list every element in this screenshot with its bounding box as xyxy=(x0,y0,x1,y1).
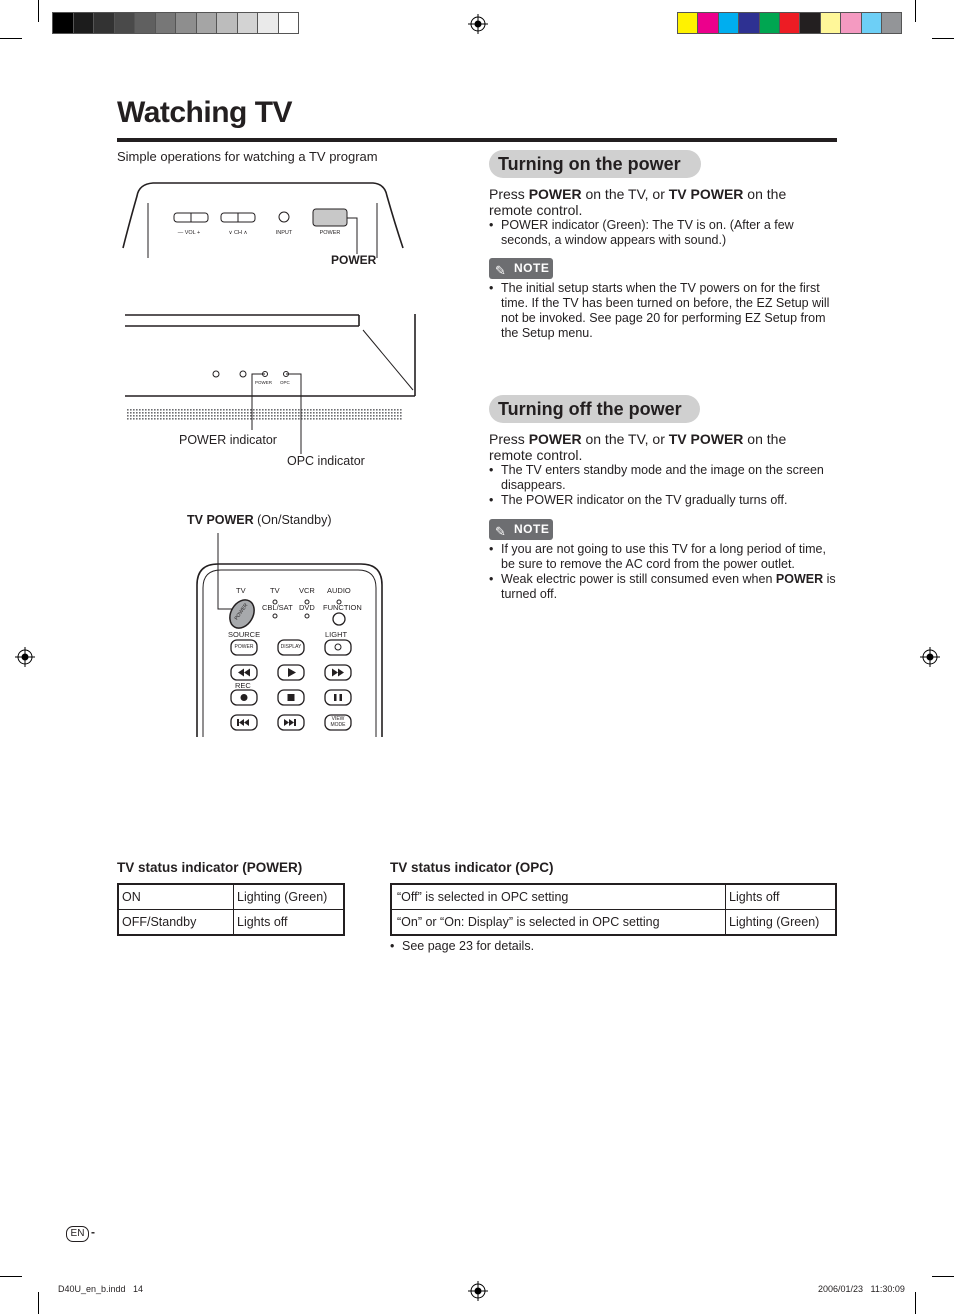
table-cell: Lighting (Green) xyxy=(726,910,837,936)
crop-mark xyxy=(0,1276,22,1277)
table-row xyxy=(391,910,836,936)
remote-control-text: remote control. xyxy=(489,202,583,218)
table-cell: “On” or “On: Display” is selected in OPC setting xyxy=(391,910,726,936)
power-status-table xyxy=(117,883,345,936)
registration-mark-icon xyxy=(468,1281,488,1301)
remote-label-vcr: VCR xyxy=(299,586,315,595)
table-cell: Lights off xyxy=(726,884,837,910)
crop-mark xyxy=(915,0,916,22)
color-swatch xyxy=(718,12,739,34)
print-date: 2006/01/23 11:30:09 xyxy=(818,1284,905,1294)
table-cell: Lights off xyxy=(234,910,345,936)
power-bold: POWER xyxy=(528,431,582,447)
list-item: • The POWER indicator on the TV gradually turns off. xyxy=(489,493,835,508)
opc-table-heading: TV status indicator (OPC) xyxy=(390,860,554,875)
remote-view-mode-button[interactable] xyxy=(325,717,351,728)
color-swatch xyxy=(278,12,300,34)
press-text: Press xyxy=(489,431,529,447)
remote-source-power-button[interactable]: POWER xyxy=(234,644,254,650)
remote-label-function: FUNCTION xyxy=(323,603,362,612)
color-swatch xyxy=(155,12,177,34)
remote-label-source: SOURCE xyxy=(228,630,261,639)
remote-label-dvd: DVD xyxy=(299,603,315,612)
color-swatch xyxy=(799,12,820,34)
turning-off-notes xyxy=(489,542,837,602)
view-mode-line1: VIEW xyxy=(331,716,345,722)
color-swatch xyxy=(738,12,759,34)
table-cell: ON xyxy=(118,884,234,910)
color-swatch xyxy=(820,12,841,34)
remote-label-tv: TV xyxy=(236,586,246,595)
crop-mark xyxy=(932,38,954,39)
mid-text: on the TV, or xyxy=(581,431,669,447)
tv-power-callout-rest: (On/Standby) xyxy=(253,513,332,527)
tv-power-bold: TV POWER xyxy=(668,431,744,447)
power-button-label: POWER xyxy=(319,230,341,236)
color-swatch xyxy=(840,12,861,34)
mid-text: on the TV, or xyxy=(581,186,669,202)
pencil-icon: ✎ xyxy=(495,263,506,278)
opc-led-label: OPC xyxy=(280,380,290,385)
remote-label-light: LIGHT xyxy=(325,630,348,639)
opc-status-table xyxy=(390,883,837,936)
color-swatch xyxy=(861,12,882,34)
list-item: • POWER indicator (Green): The TV is on. (After a few seconds, a window appears with sound.) xyxy=(489,218,835,248)
turning-on-bullets xyxy=(489,218,835,248)
power-indicator-callout: POWER indicator xyxy=(179,433,277,447)
list-item: • The TV enters standby mode and the image on the screen disappears. xyxy=(489,463,835,493)
color-swatch xyxy=(881,12,902,34)
tv-power-callout xyxy=(187,513,332,528)
turning-on-heading: Turning on the power xyxy=(489,150,701,178)
table-row xyxy=(118,884,344,910)
crop-mark xyxy=(932,1276,954,1277)
color-swatch xyxy=(779,12,800,34)
vol-label: — VOL + xyxy=(177,230,201,236)
color-swatch xyxy=(677,12,698,34)
color-swatch xyxy=(237,12,259,34)
color-swatch xyxy=(216,12,238,34)
table-cell: “Off” is selected in OPC setting xyxy=(391,884,726,910)
crop-mark xyxy=(0,38,22,39)
input-label: INPUT xyxy=(275,230,293,236)
remote-tv-power-button[interactable]: POWER xyxy=(233,602,250,622)
turning-off-instructions xyxy=(489,431,837,463)
color-swatch xyxy=(73,12,95,34)
gray-scale-bar xyxy=(52,12,278,34)
remote-control-text: remote control. xyxy=(489,447,583,463)
color-swatch xyxy=(697,12,718,34)
list-item: • If you are not going to use this TV for a long period of time, be sure to remove the AC cord from the power outlet. xyxy=(489,542,837,572)
list-item: • The initial setup starts when the TV powers on for the first time. If the TV has been turned on before, the EZ Setup will not be invoked. See page 20 for performing EZ Setup from the Setup menu. xyxy=(489,281,837,341)
remote-label-rec: REC xyxy=(235,681,251,690)
registration-mark-icon xyxy=(920,647,940,667)
page-number-dash: - xyxy=(91,1225,95,1239)
press-text: Press xyxy=(489,186,529,202)
power-bold: POWER xyxy=(528,186,582,202)
power-table-heading: TV status indicator (POWER) xyxy=(117,860,303,875)
end-text: on the xyxy=(743,186,787,202)
color-swatch xyxy=(93,12,115,34)
table-row xyxy=(391,884,836,910)
view-mode-line2: MODE xyxy=(330,721,346,728)
registration-mark-icon xyxy=(15,647,35,667)
crop-mark xyxy=(38,0,39,22)
color-swatch xyxy=(196,12,218,34)
color-swatch xyxy=(257,12,279,34)
opc-footnote xyxy=(390,939,690,954)
remote-label-audio: AUDIO xyxy=(327,586,351,595)
color-swatch xyxy=(175,12,197,34)
turning-off-bullets xyxy=(489,463,835,508)
note-badge: ✎ NOTE xyxy=(489,519,553,540)
crop-mark xyxy=(915,1292,916,1314)
table-cell: OFF/Standby xyxy=(118,910,234,936)
turning-on-notes xyxy=(489,281,837,341)
file-name: D40U_en_b.indd 14 xyxy=(58,1284,144,1294)
power-callout: POWER xyxy=(331,253,377,267)
table-cell: Lighting (Green) xyxy=(234,884,345,910)
end-text: on the xyxy=(743,431,787,447)
list-item: • Weak electric power is still consumed even when POWER is turned off. xyxy=(489,572,837,602)
opc-indicator-callout: OPC indicator xyxy=(287,454,365,468)
crop-mark xyxy=(38,1292,39,1314)
remote-display-button[interactable]: DISPLAY xyxy=(280,644,302,650)
turning-on-instructions xyxy=(489,186,837,218)
title-rule xyxy=(117,138,837,142)
remote-label-cblsat: CBL/SAT xyxy=(262,603,293,612)
page-title: Watching TV xyxy=(117,96,293,129)
list-item: • See page 23 for details. xyxy=(390,939,690,954)
color-swatch xyxy=(52,12,74,34)
note-badge: ✎ NOTE xyxy=(489,258,553,279)
tv-power-callout-bold: TV POWER xyxy=(187,513,254,527)
remote-illustration xyxy=(190,530,390,740)
turning-off-heading: Turning off the power xyxy=(489,395,700,423)
color-swatch xyxy=(114,12,136,34)
registration-mark-icon xyxy=(468,14,488,34)
language-badge: EN xyxy=(66,1226,89,1242)
color-bar xyxy=(677,12,902,34)
ch-label: ∨ CH ∧ xyxy=(228,230,248,236)
intro-text: Simple operations for watching a TV program xyxy=(117,149,378,164)
tv-power-bold: TV POWER xyxy=(668,186,744,202)
color-swatch xyxy=(134,12,156,34)
power-led-label: POWER xyxy=(255,380,273,385)
remote-label-tv2: TV xyxy=(270,586,280,595)
table-row xyxy=(118,910,344,936)
color-swatch xyxy=(759,12,780,34)
pencil-icon: ✎ xyxy=(495,524,506,539)
